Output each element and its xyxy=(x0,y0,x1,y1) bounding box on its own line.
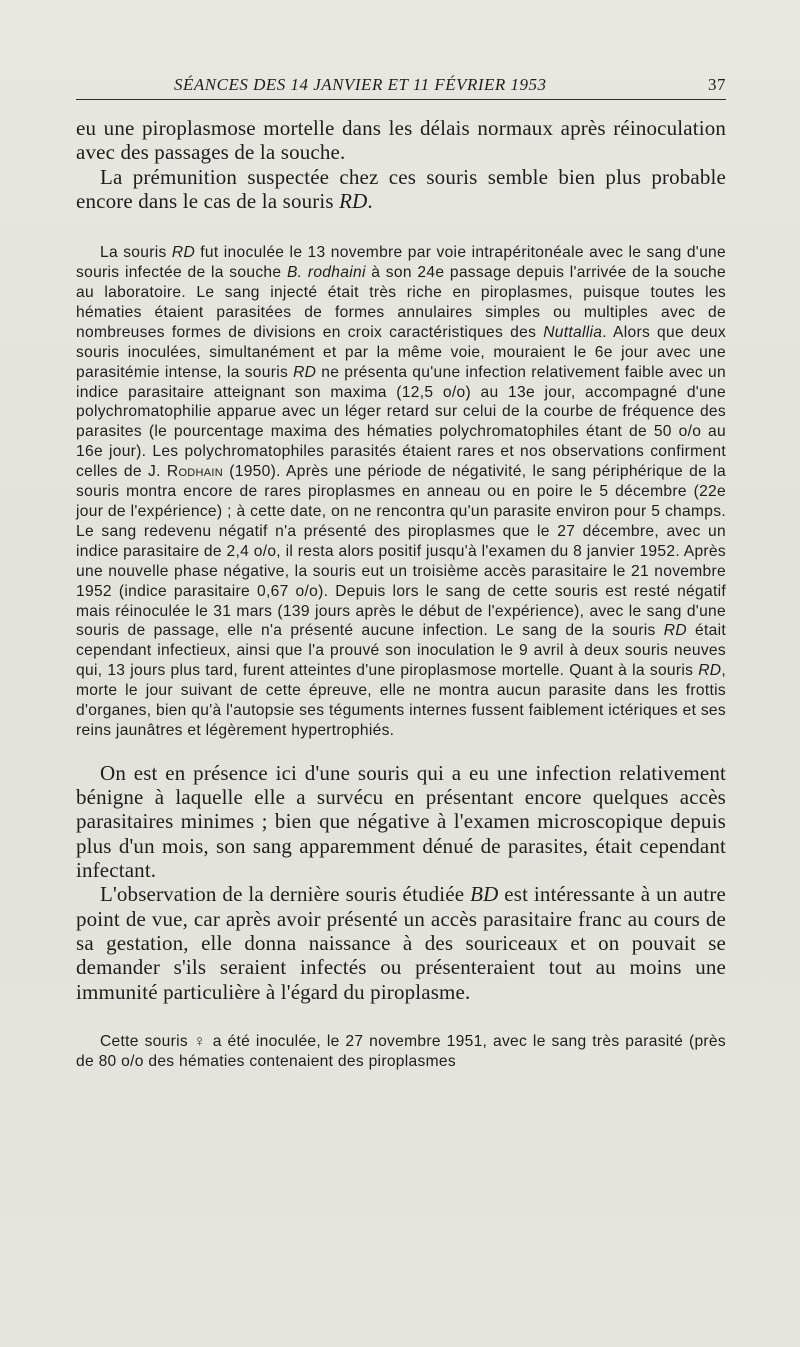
running-title: SÉANCES DES 14 JANVIER ET 11 FÉVRIER 1953 xyxy=(174,75,547,94)
paragraph-mouse-bd xyxy=(76,882,726,1003)
author-name: Rodhain xyxy=(166,463,224,481)
mouse-label: RD xyxy=(698,662,722,680)
running-header xyxy=(76,68,726,94)
text-run: était cependant infectieux, ainsi que l'a prouvé son inoculation le 9 avril à deux souris neuves qui, 13 jours plus tard, furent atteintes d'une piroplasmose mortelle. Quant à la souris xyxy=(76,622,726,680)
text-run: (1950). Après une période de négativité, le sang périphérique de la souris montra encore de rares piroplasmes en anneau ou en poire le 5 décembre (22e jour de l'expérience) ; à cette date, on ne rencontra qu'un parasite environ pour 5 champs. Le sang redevenu négatif n'a présenté des piroplasmes que le 27 décembre, avec un indice parasitaire de 2,4 o/o, il resta alors positif jusqu'à l'examen du 8 janvier 1952. Après une nouvelle phase négative, la souris eut un troisième accès parasitaire le 21 novembre 1952 (indice parasitaire 0,67 o/o). Depuis lors le sang de cette souris est resté négatif mais réinoculée le 31 mars (139 jours après le début de l'expérience), avec le sang d'une souris de passage, elle n'a présenté aucune infection. Le sang de la souris xyxy=(76,463,726,640)
paragraph-benign-infection: On est en présence ici d'une souris qui a eu une infection relativement bénigne à laquelle elle a survécu en présentant encore quelques accès parasitaires minimes ; bien que négative à l'examen microscopique depuis plus d'un mois, son sang apparemment dénué de parasites, était cependant infectant. xyxy=(76,760,726,883)
text-run: La souris xyxy=(100,244,172,262)
text-run: , morte le jour suivant de cette épreuve, elle ne montra aucun parasite dans les frottis d'organes, bien qu'à l'autopsie ses téguments internes fussent faiblement ictériques et ses reins jaunâtres et légèrement hypertrophiés. xyxy=(76,662,726,739)
paragraph-inoculation: Cette souris ♀ a été inoculée, le 27 novembre 1951, avec le sang très parasité (près de 80 o/o des hématies contenaient des piroplasmes xyxy=(76,1032,726,1070)
text-run: ne présenta qu'une infection relativement faible avec un indice parasitaire atteignant son maxima (12,5 o/o) au 13e jour, accompagné d'une polychromatophilie apparue avec un léger retard sur celui de la courbe de fréquence des parasites (le pourcentage maxima des hématies polychromatophiles étant de 50 o/o au 16e jour). Les polychromatophiles parasités étaient rares et nos observations confirment celles de J. xyxy=(76,363,726,481)
mouse-label: RD xyxy=(171,244,196,262)
mouse-label: BD xyxy=(470,882,499,907)
paragraph-case-rd xyxy=(76,243,726,741)
text-run: La prémunition suspectée chez ces souris semble bien plus probable encore dans le cas de la souris xyxy=(76,164,726,213)
text-run: à son 24e passage depuis l'arrivée de la souche au laboratoire. Le sang injecté était très riche en piroplasmes, puisque toutes les hématies étaient parasitées de formes annulaires simples ou multiples avec de nombreuses formes de divisions en croix caractéristiques des xyxy=(76,264,726,341)
page-number: 37 xyxy=(708,75,726,94)
text-run: est intéressante à un autre point de vue, car après avoir présenté un accès parasitaire franc au cours de sa gestation, elle donna naissance à des souriceaux et on pouvait se demander s'ils seraient infectés ou présenteraient tout au moins une immunité particulière à l'égard du piroplasme. xyxy=(76,882,726,1004)
text-run: . xyxy=(367,188,373,213)
text-run: L'observation de la dernière souris étudiée xyxy=(100,882,471,907)
mouse-label: RD xyxy=(663,622,687,640)
header-rule xyxy=(76,99,726,100)
species-name: B. rodhaini xyxy=(286,264,366,282)
text-run: fut inoculée le 13 novembre par voie intrapéritonéale avec le sang d'une souris infectée de la souche xyxy=(76,244,726,282)
mouse-label: RD xyxy=(293,363,317,381)
mouse-label: RD xyxy=(339,188,368,213)
text-run: . Alors que deux souris inoculées, simultanément et par la même voie, mouraient le 6e jour avec une parasitémie intense, la souris xyxy=(76,323,726,381)
paragraph-continuation: eu une piroplasmose mortelle dans les délais normaux après réinoculation avec des passages de la souche. xyxy=(76,116,726,165)
paragraph-premunition xyxy=(76,165,726,214)
genus-name: Nuttallia xyxy=(543,323,603,341)
